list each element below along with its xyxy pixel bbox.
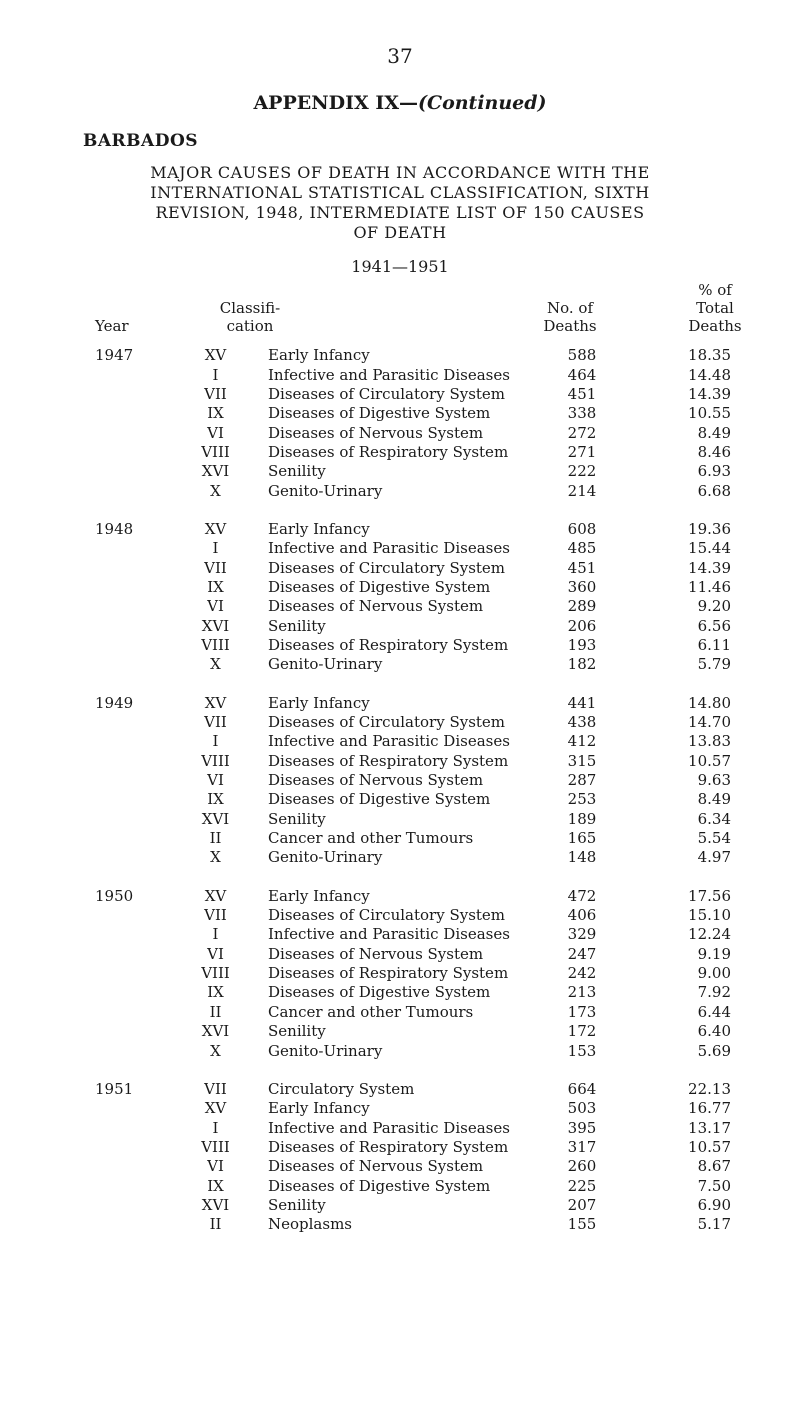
- deaths-cell: 451: [567, 558, 597, 577]
- deaths-cell: 165: [567, 829, 597, 848]
- deaths-cell: 242: [567, 964, 597, 983]
- year-cell: [95, 636, 173, 655]
- cause-cell: Infective and Parasitic Diseases: [268, 925, 510, 944]
- cause-cell: Early Infancy: [268, 1099, 370, 1118]
- cause-cell: Diseases of Digestive System: [268, 790, 491, 809]
- percent-cell: 5.79: [697, 655, 731, 674]
- cause-cell: Diseases of Digestive System: [268, 577, 491, 596]
- year-cell: [95, 945, 173, 964]
- header-deaths-line1: No. of: [546, 299, 593, 317]
- classification-cell: I: [212, 539, 219, 558]
- classification-cell: I: [212, 732, 219, 751]
- cause-cell: Genito-Urinary: [268, 848, 383, 867]
- header-deaths: [520, 299, 620, 335]
- classification-cell: IX: [207, 1176, 224, 1195]
- year-cell: [95, 443, 173, 462]
- deaths-cell: 272: [567, 423, 597, 442]
- deaths-cell: 172: [567, 1022, 597, 1041]
- deaths-cell: 472: [567, 886, 597, 905]
- deaths-cell: 155: [567, 1215, 597, 1234]
- deaths-cell: 189: [567, 809, 597, 828]
- classification-cell: XVI: [201, 616, 230, 635]
- cause-cell: Diseases of Respiratory System: [268, 751, 509, 770]
- appendix-heading: [0, 92, 800, 114]
- year-cell: [95, 481, 173, 500]
- percent-cell: 13.17: [688, 1118, 731, 1137]
- table-row: [95, 655, 735, 674]
- percent-cell: 15.10: [688, 906, 731, 925]
- cause-cell: Senility: [268, 616, 326, 635]
- table-row: [95, 1003, 735, 1022]
- classification-cell: IX: [207, 577, 224, 596]
- table-row: [95, 636, 735, 655]
- percent-cell: 6.11: [697, 635, 731, 654]
- deaths-cell: 193: [567, 635, 597, 654]
- cause-cell: Infective and Parasitic Diseases: [268, 732, 510, 751]
- deaths-cell: 451: [567, 384, 597, 403]
- group-spacer: [95, 501, 735, 520]
- table-row: [95, 1022, 735, 1041]
- percent-cell: 19.36: [688, 519, 731, 538]
- cause-cell: Diseases of Digestive System: [268, 983, 491, 1002]
- deaths-cell: 287: [567, 771, 597, 790]
- cause-cell: Diseases of Nervous System: [268, 944, 484, 963]
- percent-cell: 16.77: [688, 1099, 731, 1118]
- year-cell: [95, 1099, 173, 1118]
- table-row: [95, 462, 735, 481]
- percent-cell: 8.67: [697, 1157, 731, 1176]
- cause-cell: Circulatory System: [268, 1079, 415, 1098]
- percent-cell: 10.57: [688, 751, 731, 770]
- classification-cell: VIII: [201, 964, 230, 983]
- deaths-cell: 329: [567, 925, 597, 944]
- percent-cell: 10.55: [688, 404, 731, 423]
- percent-cell: 14.39: [688, 384, 731, 403]
- classification-cell: VI: [207, 423, 224, 442]
- classification-cell: II: [209, 829, 222, 848]
- deaths-cell: 247: [567, 944, 597, 963]
- cause-cell: Diseases of Nervous System: [268, 423, 484, 442]
- header-percent-line1: % of: [698, 281, 732, 299]
- year-cell: [95, 1138, 173, 1157]
- table-row: [95, 404, 735, 423]
- deaths-table: [95, 346, 735, 1234]
- deaths-cell: 464: [567, 365, 597, 384]
- year-cell: [95, 1041, 173, 1060]
- classification-cell: X: [210, 481, 221, 500]
- cause-cell: Early Infancy: [268, 346, 370, 365]
- period: 1941—1951: [351, 257, 449, 276]
- year-cell: 1949: [95, 693, 134, 712]
- table-row: [95, 732, 735, 751]
- classification-cell: VII: [204, 906, 227, 925]
- table-row: [95, 1138, 735, 1157]
- header-percent-line3: Deaths: [688, 317, 742, 335]
- year-cell: [95, 925, 173, 944]
- table-row: [95, 520, 735, 539]
- classification-cell: I: [212, 925, 219, 944]
- table-row: [95, 539, 735, 558]
- cause-cell: Diseases of Nervous System: [268, 597, 484, 616]
- header-classification-line2: cation: [226, 317, 274, 335]
- table-row: [95, 365, 735, 384]
- cause-cell: Diseases of Respiratory System: [268, 635, 509, 654]
- deaths-cell: 260: [567, 1157, 597, 1176]
- year-cell: [95, 1157, 173, 1176]
- cause-cell: Diseases of Circulatory System: [268, 384, 506, 403]
- year-cell: [95, 365, 173, 384]
- cause-cell: Diseases of Circulatory System: [268, 906, 506, 925]
- cause-cell: Genito-Urinary: [268, 481, 383, 500]
- year-cell: [95, 385, 173, 404]
- country-heading: BARBADOS: [83, 131, 199, 151]
- cause-cell: Diseases of Respiratory System: [268, 964, 509, 983]
- year-cell: [95, 906, 173, 925]
- year-cell: [95, 771, 173, 790]
- group-spacer: [95, 1061, 735, 1080]
- percent-cell: 6.34: [697, 809, 731, 828]
- year-cell: [95, 964, 173, 983]
- classification-cell: IX: [207, 790, 224, 809]
- table-row: [95, 597, 735, 616]
- deaths-cell: 173: [567, 1002, 597, 1021]
- table-row: [95, 829, 735, 848]
- percent-cell: 6.44: [697, 1002, 731, 1021]
- classification-cell: VI: [207, 1157, 224, 1176]
- deaths-cell: 148: [567, 848, 597, 867]
- deaths-cell: 153: [567, 1041, 597, 1060]
- header-percent-line2: Total: [696, 299, 734, 317]
- percent-cell: 9.20: [697, 597, 731, 616]
- percent-cell: 9.00: [697, 964, 731, 983]
- deaths-cell: 289: [567, 597, 597, 616]
- year-cell: [95, 810, 173, 829]
- deaths-cell: 412: [567, 732, 597, 751]
- table-row: [95, 1176, 735, 1195]
- table-row: [95, 1041, 735, 1060]
- classification-cell: X: [210, 1041, 221, 1060]
- classification-cell: XV: [204, 1099, 227, 1118]
- year-cell: [95, 1215, 173, 1234]
- table-row: [95, 1080, 735, 1099]
- deaths-cell: 503: [567, 1099, 597, 1118]
- year-cell: 1948: [95, 519, 134, 538]
- header-year: Year: [95, 317, 129, 335]
- percent-cell: 8.46: [697, 442, 731, 461]
- table-row: [95, 771, 735, 790]
- table-row: [95, 1157, 735, 1176]
- classification-cell: VIII: [201, 442, 230, 461]
- cause-cell: Genito-Urinary: [268, 1041, 383, 1060]
- year-cell: [95, 983, 173, 1002]
- table-row: [95, 346, 735, 365]
- percent-cell: 8.49: [697, 423, 731, 442]
- year-cell: [95, 423, 173, 442]
- classification-cell: VI: [207, 944, 224, 963]
- percent-cell: 5.69: [697, 1041, 731, 1060]
- percent-cell: 15.44: [688, 539, 731, 558]
- deaths-cell: 608: [567, 519, 597, 538]
- deaths-cell: 441: [567, 693, 597, 712]
- percent-cell: 6.68: [697, 481, 731, 500]
- year-cell: 1950: [95, 886, 134, 905]
- table-row: [95, 481, 735, 500]
- percent-cell: 5.54: [697, 829, 731, 848]
- header-percent: [660, 281, 770, 335]
- cause-cell: Senility: [268, 1022, 326, 1041]
- header-deaths-line2: Deaths: [543, 317, 597, 335]
- cause-cell: Diseases of Respiratory System: [268, 1137, 509, 1156]
- cause-cell: Diseases of Circulatory System: [268, 713, 506, 732]
- table-row: [95, 423, 735, 442]
- deaths-cell: 222: [567, 462, 597, 481]
- classification-cell: II: [209, 1215, 222, 1234]
- deaths-cell: 338: [567, 404, 597, 423]
- deaths-cell: 271: [567, 442, 597, 461]
- year-cell: [95, 578, 173, 597]
- cause-cell: Diseases of Digestive System: [268, 1176, 491, 1195]
- appendix-title: APPENDIX IX—: [253, 92, 418, 114]
- year-cell: 1947: [95, 346, 134, 365]
- year-cell: [95, 616, 173, 635]
- group-spacer: [95, 868, 735, 887]
- year-cell: [95, 558, 173, 577]
- page-number: 37: [387, 44, 413, 68]
- percent-cell: 8.49: [697, 790, 731, 809]
- table-row: [95, 810, 735, 829]
- table-row: [95, 443, 735, 462]
- percent-cell: 10.57: [688, 1137, 731, 1156]
- cause-cell: Diseases of Respiratory System: [268, 442, 509, 461]
- classification-cell: XVI: [201, 462, 230, 481]
- deaths-cell: 317: [567, 1137, 597, 1156]
- deaths-cell: 360: [567, 577, 597, 596]
- classification-cell: XVI: [201, 809, 230, 828]
- deaths-cell: 213: [567, 983, 597, 1002]
- table-row: [95, 1099, 735, 1118]
- classification-cell: I: [212, 365, 219, 384]
- header-classification-line1: Classifi-: [219, 299, 281, 317]
- classification-cell: I: [212, 1118, 219, 1137]
- cause-cell: Senility: [268, 809, 326, 828]
- cause-cell: Diseases of Digestive System: [268, 404, 491, 423]
- deaths-cell: 315: [567, 751, 597, 770]
- year-cell: [95, 752, 173, 771]
- classification-cell: X: [210, 848, 221, 867]
- percent-cell: 6.40: [697, 1022, 731, 1041]
- table-row: [95, 713, 735, 732]
- deaths-cell: 207: [567, 1195, 597, 1214]
- header-classification: [205, 299, 295, 335]
- deaths-cell: 214: [567, 481, 597, 500]
- deaths-cell: 406: [567, 906, 597, 925]
- title-line: REVISION, 1948, INTERMEDIATE LIST OF 150 CAUSES: [155, 203, 645, 222]
- table-row: [95, 906, 735, 925]
- classification-cell: IX: [207, 404, 224, 423]
- year-cell: [95, 1196, 173, 1215]
- title-line: OF DEATH: [353, 223, 447, 242]
- deaths-cell: 588: [567, 346, 597, 365]
- classification-cell: VI: [207, 771, 224, 790]
- year-cell: [95, 732, 173, 751]
- percent-cell: 13.83: [688, 732, 731, 751]
- table-row: [95, 925, 735, 944]
- percent-cell: 4.97: [697, 848, 731, 867]
- percent-cell: 12.24: [688, 925, 731, 944]
- deaths-cell: 253: [567, 790, 597, 809]
- percent-cell: 6.90: [697, 1195, 731, 1214]
- table-row: [95, 983, 735, 1002]
- percent-cell: 7.92: [697, 983, 731, 1002]
- cause-cell: Infective and Parasitic Diseases: [268, 539, 510, 558]
- year-cell: [95, 1118, 173, 1137]
- deaths-cell: 225: [567, 1176, 597, 1195]
- percent-cell: 14.48: [688, 365, 731, 384]
- table-row: [95, 1118, 735, 1137]
- percent-cell: 14.39: [688, 558, 731, 577]
- percent-cell: 14.80: [688, 693, 731, 712]
- cause-cell: Cancer and other Tumours: [268, 1002, 474, 1021]
- year-cell: 1951: [95, 1079, 134, 1098]
- cause-cell: Diseases of Nervous System: [268, 771, 484, 790]
- cause-cell: Early Infancy: [268, 693, 370, 712]
- table-row: [95, 558, 735, 577]
- table-row: [95, 752, 735, 771]
- table-row: [95, 790, 735, 809]
- classification-cell: XV: [204, 346, 227, 365]
- percent-cell: 18.35: [688, 346, 731, 365]
- cause-cell: Cancer and other Tumours: [268, 829, 474, 848]
- cause-cell: Infective and Parasitic Diseases: [268, 365, 510, 384]
- percent-cell: 6.93: [697, 462, 731, 481]
- percent-cell: 9.63: [697, 771, 731, 790]
- classification-cell: VI: [207, 597, 224, 616]
- year-cell: [95, 404, 173, 423]
- table-row: [95, 945, 735, 964]
- classification-cell: II: [209, 1002, 222, 1021]
- percent-cell: 7.50: [697, 1176, 731, 1195]
- title-line: MAJOR CAUSES OF DEATH IN ACCORDANCE WITH THE: [150, 163, 650, 182]
- percent-cell: 11.46: [688, 577, 731, 596]
- classification-cell: VII: [204, 558, 227, 577]
- cause-cell: Diseases of Nervous System: [268, 1157, 484, 1176]
- percent-cell: 17.56: [688, 886, 731, 905]
- classification-cell: XV: [204, 693, 227, 712]
- year-cell: [95, 539, 173, 558]
- year-cell: [95, 848, 173, 867]
- deaths-cell: 485: [567, 539, 597, 558]
- classification-cell: VIII: [201, 635, 230, 654]
- year-cell: [95, 597, 173, 616]
- percent-cell: 5.17: [697, 1215, 731, 1234]
- classification-cell: XV: [204, 519, 227, 538]
- table-row: [95, 1196, 735, 1215]
- table-row: [95, 848, 735, 867]
- classification-cell: XVI: [201, 1195, 230, 1214]
- deaths-cell: 182: [567, 655, 597, 674]
- year-cell: [95, 1176, 173, 1195]
- group-spacer: [95, 675, 735, 694]
- percent-cell: 6.56: [697, 616, 731, 635]
- percent-cell: 9.19: [697, 944, 731, 963]
- year-cell: [95, 462, 173, 481]
- cause-cell: Early Infancy: [268, 519, 370, 538]
- percent-cell: 22.13: [688, 1079, 731, 1098]
- year-cell: [95, 1003, 173, 1022]
- classification-cell: VIII: [201, 751, 230, 770]
- table-row: [95, 887, 735, 906]
- cause-cell: Senility: [268, 462, 326, 481]
- table-row: [95, 616, 735, 635]
- classification-cell: X: [210, 655, 221, 674]
- title-line: INTERNATIONAL STATISTICAL CLASSIFICATION, SIXTH: [150, 183, 650, 202]
- table-row: [95, 694, 735, 713]
- percent-cell: 14.70: [688, 713, 731, 732]
- deaths-cell: 664: [567, 1079, 597, 1098]
- classification-cell: VII: [204, 1079, 227, 1098]
- year-cell: [95, 790, 173, 809]
- deaths-cell: 206: [567, 616, 597, 635]
- cause-cell: Senility: [268, 1195, 326, 1214]
- classification-cell: VIII: [201, 1137, 230, 1156]
- year-cell: [95, 713, 173, 732]
- table-row: [95, 1215, 735, 1234]
- year-cell: [95, 655, 173, 674]
- deaths-cell: 395: [567, 1118, 597, 1137]
- appendix-continued: (Continued): [417, 92, 547, 114]
- cause-cell: Genito-Urinary: [268, 655, 383, 674]
- classification-cell: XV: [204, 886, 227, 905]
- table-row: [95, 578, 735, 597]
- cause-cell: Diseases of Circulatory System: [268, 558, 506, 577]
- cause-cell: Early Infancy: [268, 886, 370, 905]
- year-cell: [95, 829, 173, 848]
- year-cell: [95, 1022, 173, 1041]
- classification-cell: IX: [207, 983, 224, 1002]
- classification-cell: XVI: [201, 1022, 230, 1041]
- cause-cell: Neoplasms: [268, 1215, 352, 1234]
- classification-cell: VII: [204, 713, 227, 732]
- classification-cell: VII: [204, 384, 227, 403]
- cause-cell: Infective and Parasitic Diseases: [268, 1118, 510, 1137]
- table-title: [0, 163, 800, 243]
- deaths-cell: 438: [567, 713, 597, 732]
- table-row: [95, 964, 735, 983]
- table-row: [95, 385, 735, 404]
